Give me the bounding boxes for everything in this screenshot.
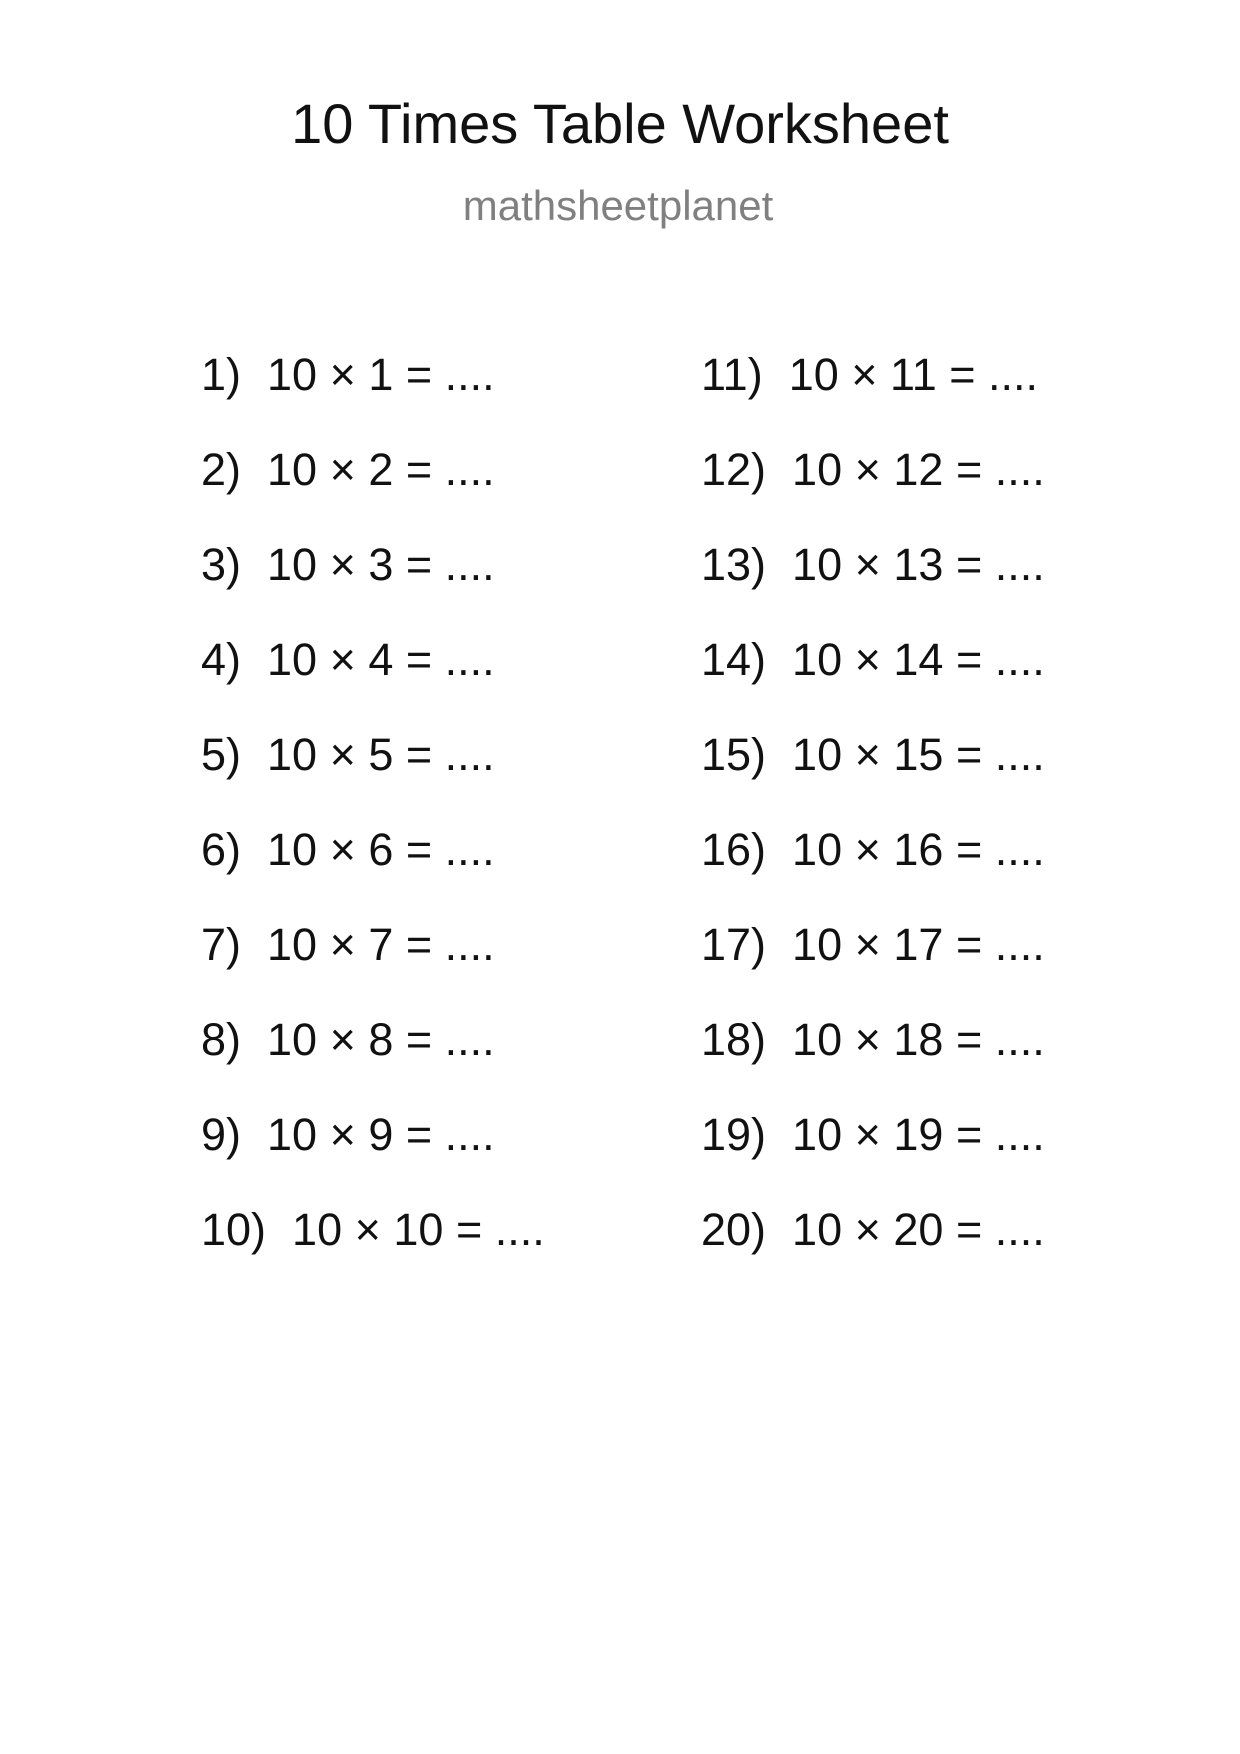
problem-number: 13) (701, 539, 767, 590)
problem-number: 17) (701, 919, 767, 970)
problem-expression: 10 × 16 = .... (792, 824, 1045, 875)
problem-item (701, 824, 1201, 922)
problem-expression: 10 × 11 = .... (788, 349, 1039, 400)
problem-item (201, 539, 701, 637)
problem-expression: 10 × 18 = .... (792, 1014, 1045, 1065)
problem-number: 5) (201, 729, 242, 780)
problem-item (201, 1204, 701, 1302)
problem-item (201, 1014, 701, 1112)
problem-number: 11) (701, 349, 763, 400)
problem-item (701, 919, 1201, 1017)
problem-number: 2) (201, 444, 242, 495)
problem-number: 6) (201, 824, 242, 875)
problem-number: 16) (701, 824, 767, 875)
problem-item (201, 919, 701, 1017)
problem-item (201, 729, 701, 827)
problems-column-right (701, 349, 1201, 1302)
problem-expression: 10 × 19 = .... (792, 1109, 1045, 1160)
problem-expression: 10 × 15 = .... (792, 729, 1045, 780)
problem-expression: 10 × 3 = .... (267, 539, 495, 590)
problem-item (201, 444, 701, 542)
problem-number: 9) (201, 1109, 242, 1160)
problem-item (701, 349, 1201, 447)
problem-expression: 10 × 12 = .... (792, 444, 1045, 495)
worksheet-title: 10 Times Table Worksheet (291, 92, 949, 155)
problem-number: 19) (701, 1109, 767, 1160)
problem-expression: 10 × 20 = .... (792, 1204, 1045, 1255)
problem-number: 4) (201, 634, 242, 685)
problem-item (701, 1204, 1201, 1302)
problem-number: 15) (701, 729, 767, 780)
problem-expression: 10 × 1 = .... (267, 349, 495, 400)
problem-item (201, 634, 701, 732)
problem-item (701, 444, 1201, 542)
problem-item (701, 634, 1201, 732)
problem-expression: 10 × 5 = .... (267, 729, 495, 780)
problem-item (701, 539, 1201, 637)
problems-column-left (201, 349, 701, 1302)
problem-number: 12) (701, 444, 767, 495)
problem-item (201, 1109, 701, 1207)
problem-expression: 10 × 7 = .... (267, 919, 495, 970)
problem-number: 7) (201, 919, 242, 970)
problem-expression: 10 × 4 = .... (267, 634, 495, 685)
problem-expression: 10 × 2 = .... (267, 444, 495, 495)
problem-number: 10) (201, 1204, 267, 1255)
problem-expression: 10 × 6 = .... (267, 824, 495, 875)
worksheet-subtitle: mathsheetplanet (462, 182, 774, 229)
problem-expression: 10 × 10 = .... (292, 1204, 545, 1255)
problem-expression: 10 × 14 = .... (792, 634, 1045, 685)
problem-item (701, 1109, 1201, 1207)
problem-expression: 10 × 17 = .... (792, 919, 1045, 970)
problem-item (701, 729, 1201, 827)
problem-expression: 10 × 9 = .... (267, 1109, 495, 1160)
problem-item (701, 1014, 1201, 1112)
problem-expression: 10 × 13 = .... (792, 539, 1045, 590)
problem-number: 8) (201, 1014, 242, 1065)
problem-item (201, 824, 701, 922)
problem-number: 3) (201, 539, 242, 590)
problem-number: 14) (701, 634, 767, 685)
problem-item (201, 349, 701, 447)
problem-number: 20) (701, 1204, 767, 1255)
problem-expression: 10 × 8 = .... (267, 1014, 495, 1065)
problem-number: 1) (201, 349, 242, 400)
problem-number: 18) (701, 1014, 767, 1065)
